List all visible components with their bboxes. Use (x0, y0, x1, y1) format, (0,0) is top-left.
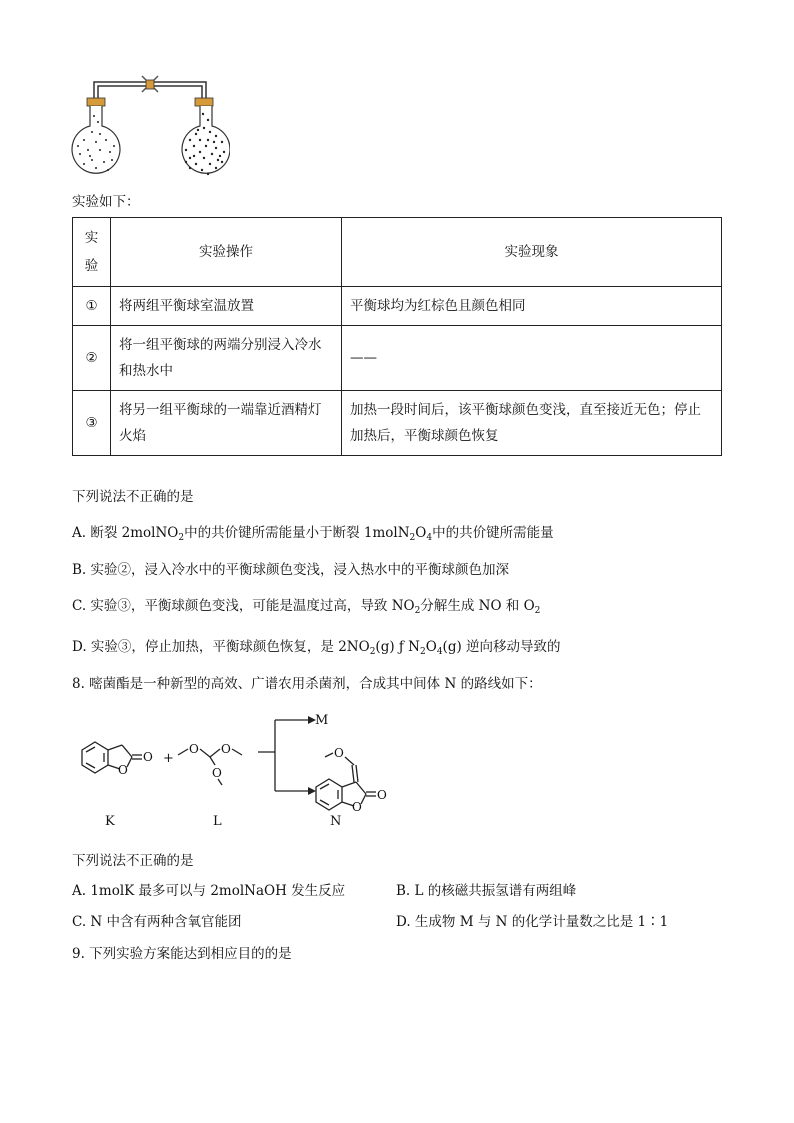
row-op: 将一组平衡球的两端分别浸入冷水和热水中 (111, 326, 342, 391)
q8-option-b: B. L 的核磁共振氢谱有两组峰 (396, 883, 577, 899)
q8-option-a: A. 1molK 最多可以与 2molNaOH 发生反应 (72, 883, 346, 899)
q8-stem: 8. 嘧菌酯是一种新型的高效、广谱农用杀菌剂，合成其中间体 N 的路线如下： (72, 676, 542, 692)
molecule-k-label: K (105, 814, 115, 829)
row-obs: 加热一段时间后，该平衡球颜色变浅，直至接近无色；停止加热后，平衡球颜色恢复 (342, 391, 722, 456)
q7-stem: 下列说法不正确的是 (72, 489, 194, 505)
atom-o: O (377, 788, 387, 802)
atom-o: O (352, 800, 362, 814)
table-header-op: 实验操作 (111, 218, 342, 287)
atom-o: O (212, 766, 222, 780)
atom-o: O (118, 763, 128, 777)
atom-o: O (334, 746, 344, 760)
q9-stem: 9. 下列实验方案能达到相应目的的是 (72, 946, 292, 962)
q8-option-c: C. N 中含有两种含氧官能团 (72, 914, 242, 930)
table-row (73, 326, 722, 391)
row-no: ② (73, 326, 111, 391)
q7-option-a: A. 断裂 2molNO$_2$中的共价键所需能量小于断裂 $1molN_2O_4$中的共价键所需能量 (72, 525, 554, 543)
row-obs: 平衡球均为红棕色且颜色相同 (342, 287, 722, 326)
row-obs: —— (342, 326, 722, 391)
atom-o: O (189, 742, 199, 756)
q7-option-b: B. 实验②，浸入冷水中的平衡球颜色变浅，浸入热水中的平衡球颜色加深 (72, 562, 510, 578)
table-header-obs: 实验现象 (342, 218, 722, 287)
q8-sub-stem: 下列说法不正确的是 (72, 853, 194, 869)
atom-o: O (143, 750, 153, 764)
row-no: ③ (73, 391, 111, 456)
atom-o: O (221, 742, 231, 756)
product-m-label: M (315, 713, 329, 728)
row-op: 将两组平衡球室温放置 (111, 287, 342, 326)
reaction-scheme (70, 705, 410, 840)
q7-option-c: C. 实验③，平衡球颜色变浅，可能是温度过高，导致 $NO_2$分解生成 NO 和 $O_2$ (72, 598, 541, 616)
intro-label: 实验如下： (72, 194, 140, 210)
experiment-table (72, 217, 722, 456)
table-row (73, 391, 722, 456)
table-header-no: 实 验 (73, 218, 111, 287)
table-header-row (73, 218, 722, 287)
plus-sign: + (163, 751, 174, 766)
table-row (73, 287, 722, 326)
molecule-n-label: N (330, 814, 342, 829)
q8-option-d: D. 生成物 M 与 N 的化学计量数之比是 1∶1 (396, 914, 669, 930)
row-no: ① (73, 287, 111, 326)
q7-option-d: D. 实验③，停止加热，平衡球颜色恢复，是 $2NO_2(g)$ ƒ $N_2O_4(g)$ 逆向移动导致的 (72, 639, 561, 657)
molecule-l-label: L (213, 814, 222, 829)
balance-flask-figure (70, 70, 230, 180)
row-op: 将另一组平衡球的一端靠近酒精灯火焰 (111, 391, 342, 456)
